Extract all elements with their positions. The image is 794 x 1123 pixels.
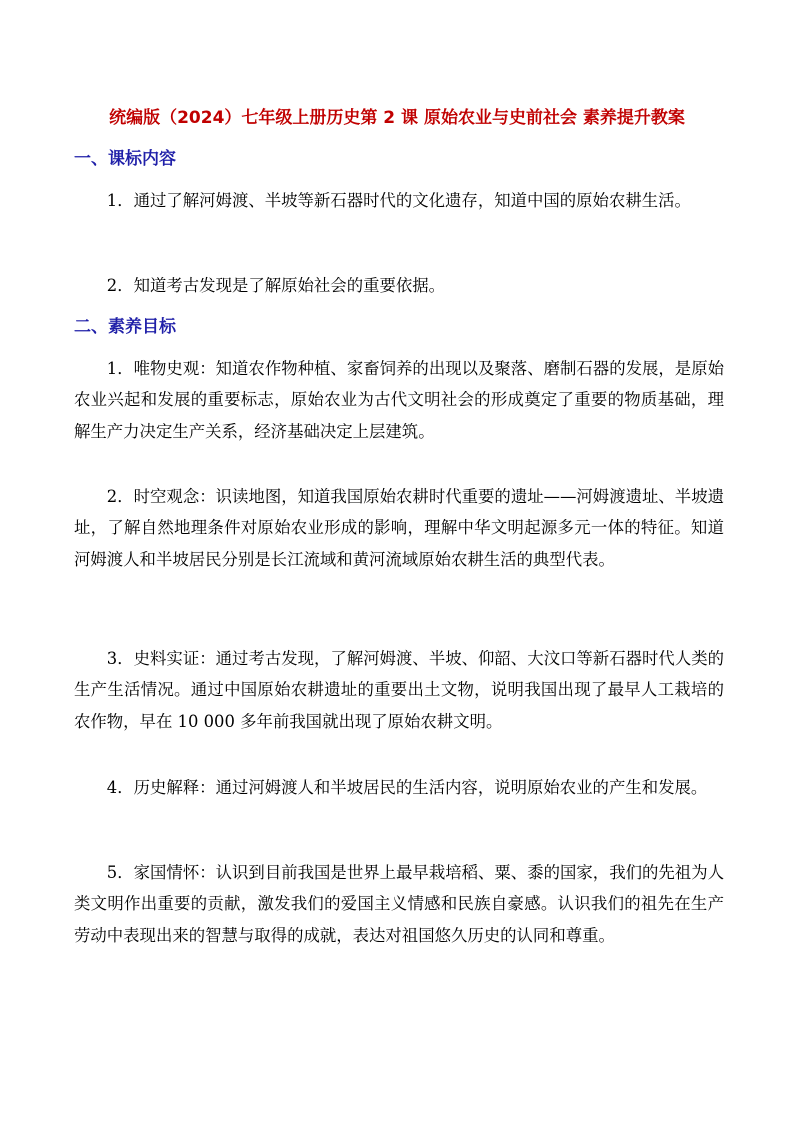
goal-paragraph-patriotism: 5．家国情怀：认识到目前我国是世界上最早栽培稻、粟、黍的国家，我们的先祖为人类文明作出重要的贡献，激发我们的爱国主义情感和民族自豪感。认识我们的祖先在生产劳动中表现出来的智慧与取得的成就，表达对祖国悠久历史的认同和尊重。 — [74, 863, 724, 945]
curriculum-paragraph-1: 1．通过了解河姆渡、半坡等新石器时代的文化遗存，知道中国的原始农耕生活。 — [106, 191, 691, 210]
goal-paragraph-evidence: 3．史料实证：通过考古发现，了解河姆渡、半坡、仰韶、大汶口等新石器时代人类的生产生活情况。通过中国原始农耕遗址的重要出土文物，说明我国出现了最早人工栽培的农作物，早在 10 000 多年前我国就出现了原始农耕文明。 — [74, 649, 724, 731]
goal-paragraph-space-time: 2．时空观念：识读地图，知道我国原始农耕时代重要的遗址——河姆渡遗址、半坡遗址，了解自然地理条件对原始农业形成的影响，理解中华文明起源多元一体的特征。知道河姆渡人和半坡居民分别是长江流域和黄河流域原始农耕生活的典型代表。 — [74, 487, 724, 569]
document-title: 统编版（2024）七年级上册历史第 2 课 原始农业与史前社会 素养提升教案 — [109, 108, 685, 128]
goal-paragraph-materialism: 1．唯物史观：知道农作物种植、家畜饲养的出现以及聚落、磨制石器的发展，是原始农业兴起和发展的重要标志，原始农业为古代文明社会的形成奠定了重要的物质基础，理解生产力决定生产关系，经济基础决定上层建筑。 — [74, 359, 724, 441]
curriculum-paragraph-2: 2．知道考古发现是了解原始社会的重要依据。 — [106, 276, 446, 295]
section-heading-curriculum: 一、课标内容 — [74, 149, 176, 169]
section-heading-literacy-goals: 二、素养目标 — [74, 317, 176, 337]
goal-paragraph-interpretation: 4．历史解释：通过河姆渡人和半坡居民的生活内容，说明原始农业的产生和发展。 — [106, 778, 708, 797]
